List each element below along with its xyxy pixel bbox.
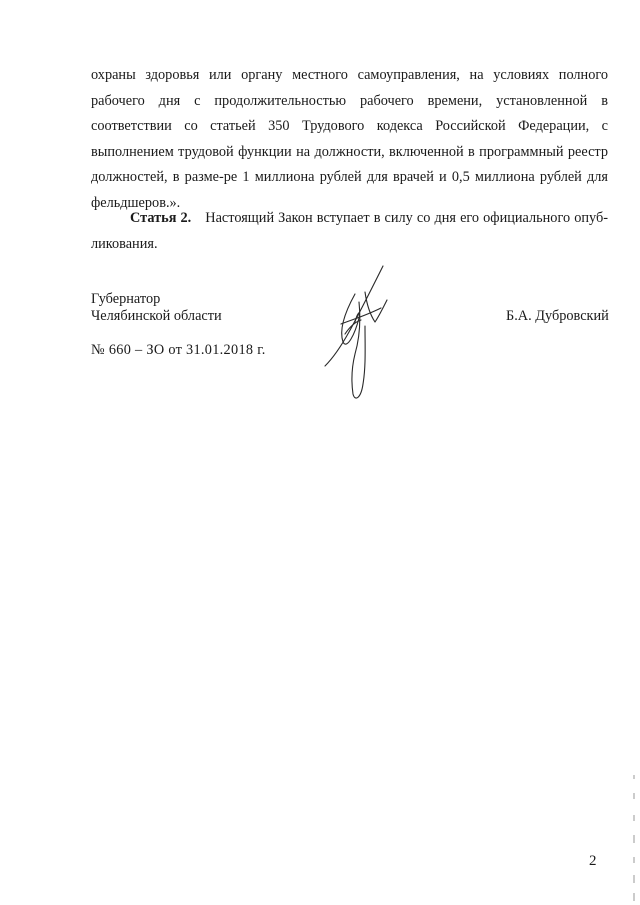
signatory-name: Б.А. Дубровский	[506, 308, 609, 324]
article-2-paragraph	[91, 206, 608, 257]
continuation-paragraph: охраны здоровья или органу местного самоуправления, на условиях полного рабочего дня с продолжительностью рабочего времени, установленной в соответствии со статьей 350 Трудового кодекса Российской Федерации, с выполнением трудовой функции на должности, включенной в программный реестр должностей, в разме-ре 1 миллиона рублей для врачей и 0,5 миллиона рублей для фельдшеров.».	[91, 67, 608, 211]
law-number: № 660 – ЗО от 31.01.2018 г.	[91, 342, 266, 358]
handwritten-signature	[315, 262, 405, 404]
article-number: Статья 2.	[130, 210, 192, 226]
page-number: 2	[589, 853, 597, 869]
signatory-title: Губернатор	[91, 291, 161, 307]
article-text: Настоящий Закон вступает в силу со дня его официального опуб-ликования.	[91, 210, 608, 252]
scan-edge-marks	[632, 775, 636, 905]
signatory-region: Челябинской области	[91, 308, 222, 324]
